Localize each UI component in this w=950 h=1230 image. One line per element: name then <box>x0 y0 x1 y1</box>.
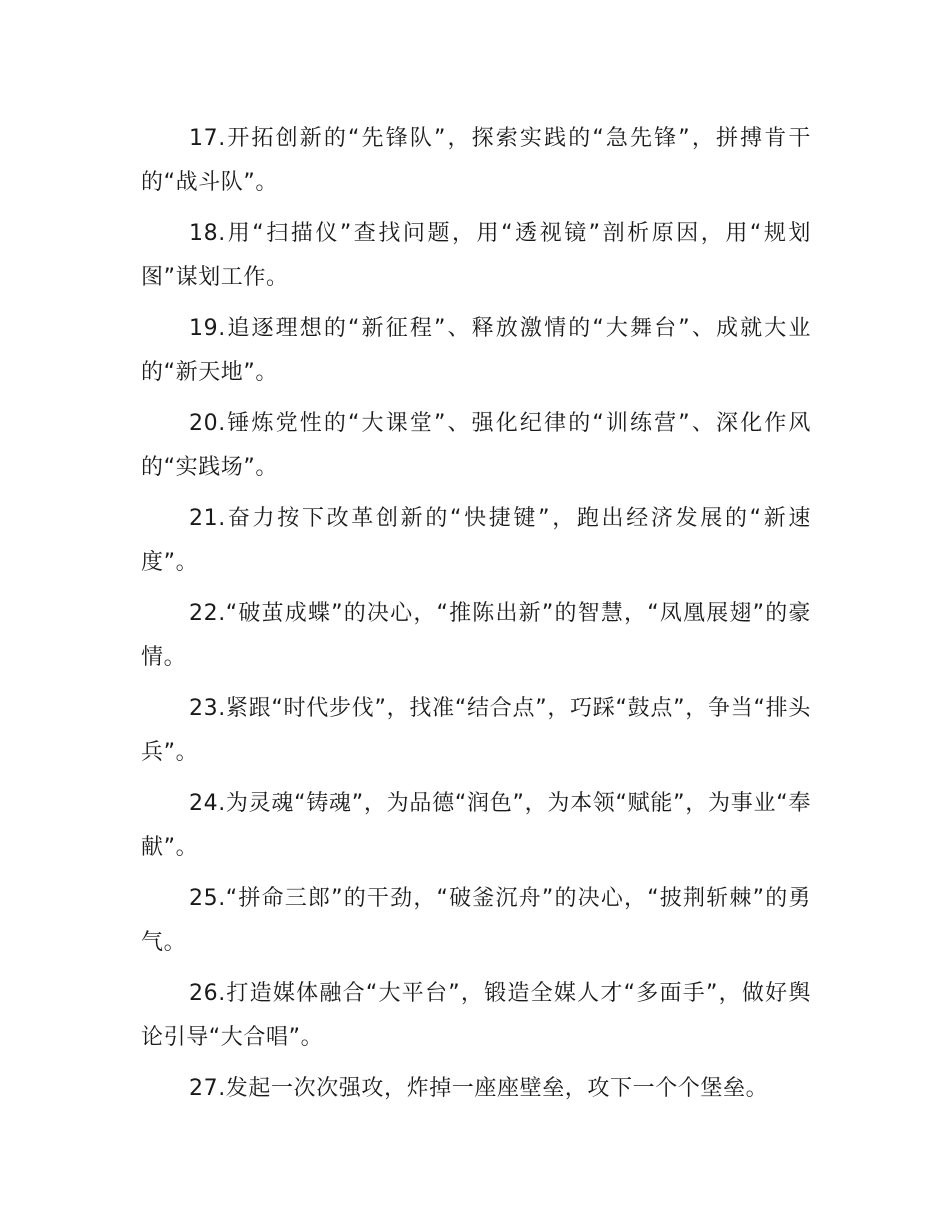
paragraph-17: 17.开拓创新的“先锋队”，探索实践的“急先锋”，拼搏肯干的“战斗队”。 <box>141 126 811 195</box>
document-body <box>141 117 811 1118</box>
paragraph-19: 19.追逐理想的“新征程”、释放激情的“大舞台”、成就大业的“新天地”。 <box>141 316 811 385</box>
paragraph-24: 24.为灵魂“铸魂”，为品德“润色”，为本领“赋能”，为事业“奉献”。 <box>141 791 811 860</box>
paragraph-23: 23.紧跟“时代步伐”，找准“结合点”，巧踩“鼓点”，争当“排头兵”。 <box>141 696 811 765</box>
paragraph-18: 18.用“扫描仪”查找问题，用“透视镜”剖析原因，用“规划图”谋划工作。 <box>141 221 811 290</box>
paragraph-20: 20.锤炼党性的“大课堂”、强化纪律的“训练营”、深化作风的“实践场”。 <box>141 411 811 480</box>
paragraph-21: 21.奋力按下改革创新的“快捷键”，跑出经济发展的“新速度”。 <box>141 506 811 575</box>
paragraph-22: 22.“破茧成蝶”的决心，“推陈出新”的智慧，“凤凰展翅”的豪情。 <box>141 601 811 670</box>
paragraph-25: 25.“拼命三郎”的干劲，“破釜沉舟”的决心，“披荆斩棘”的勇气。 <box>141 886 811 955</box>
paragraph-27: 27.发起一次次强攻，炸掉一座座壁垒，攻下一个个堡垒。 <box>189 1076 769 1101</box>
paragraph-26: 26.打造媒体融合“大平台”，锻造全媒人才“多面手”，做好舆论引导“大合唱”。 <box>141 981 811 1050</box>
